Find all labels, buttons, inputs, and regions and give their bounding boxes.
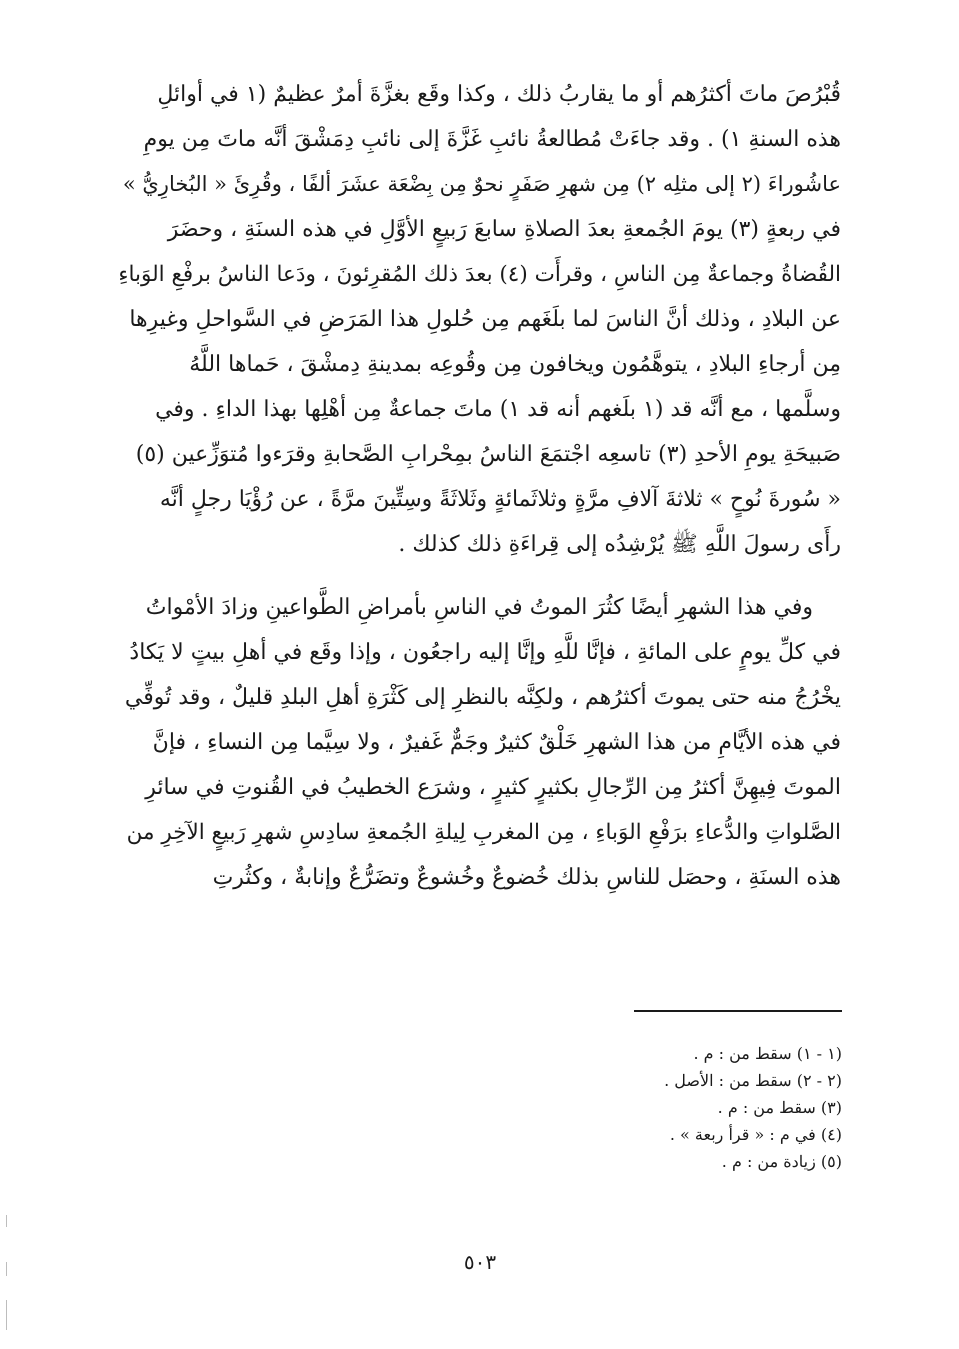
text-line: هذه السنةِ ١) . وقد جاءَتْ مُطالعةُ نائبِ غَزَّةَ إلى نائبِ دِمَشْقَ أنَّه ماتَ مِن يومِ: [143, 127, 841, 152]
page-number: ٥٠٣: [463, 1250, 497, 1274]
footnote: (١ - ١) سقط من : م .: [693, 1044, 842, 1063]
text-line: في كلِّ يومٍ على المائةِ ، فإنَّا للَّهِ وإنَّا إليه راجعُون ، وإذا وقَع في أهلِ بيتٍ لا يَكادُ: [129, 640, 841, 665]
text-line: يخْرُجُ منه حتى يموتَ أكثرُهم ، ولكِنَّه بالنظرِ إلى كَثْرَةِ أهلِ البلدِ قليلٌ ، وقد تُوفِّي: [124, 685, 841, 710]
left-margin-mark-bottom: [6, 1300, 7, 1330]
text-line: القُضاةُ وجماعةٌ مِن الناسِ ، وقرأَت (٤) بعدَ ذلك المُقرِئونَ ، ودَعا الناسُ برفْعِ الوَباءِ: [118, 262, 841, 287]
footnote: (٢ - ٢) سقط من : الأصل .: [664, 1071, 842, 1090]
text-line: وسلَّمها ، مع أنَّه قد (١ بلَغهم أنه قد ١) ماتَ جماعةٌ مِن أهْلِها بهذا الداءِ . وفي: [155, 397, 841, 422]
left-margin-mark-top: [6, 1215, 7, 1227]
text-line: عن البلادِ ، وذلك أنَّ الناسَ لما بلَغَهم مِن حُلولِ هذا المَرَضِ في السَّواحلِ وغيرِها: [129, 307, 841, 332]
text-line: هذه السنَةِ ، وحصَل للناسِ بذلك خُضوعٌ وخُشوعٌ وتضَرُّعٌ وإنابةٌ ، وكثُرتِ: [212, 865, 841, 890]
text-line: صَبيحَةِ يومِ الأحدِ (٣) تاسعِه اجْتمَعَ الناسُ بمِحْرابِ الصَّحابةِ وقرَءوا مُتوَزِّعين (٥): [135, 442, 841, 467]
text-line: الصَّلواتِ والدُّعاءِ برَفْعِ الوَباءِ ، مِن المغربِ لِيلةِ الجُمعةِ سادِسِ شهرِ رَبيعٍ الآخِرِ من: [126, 820, 841, 845]
main-text-block: [113, 72, 841, 900]
text-line: في ربعةٍ (٣) يومَ الجُمعةِ بعدَ الصلاةِ سابعَ رَبيعٍ الأوَّلِ في هذه السنَةِ ، وحضَرَ: [167, 217, 841, 242]
text-line: رأَى رسولَ اللَّهِ ﷺ يُرْشِدُه إلى قِراءَةِ ذلك كذلك .: [398, 532, 841, 557]
text-line: قُبْرُصَ ماتَ أكثرُهم أو ما يقاربُ ذلك ، وكذا وقَع بغزَّةَ أمرٌ عظيمٌ (١ في أوائلِ: [157, 82, 841, 107]
text-line: « سُورةَ نُوحٍ » ثلاثةَ آلافِ مرَّةٍ وثلاثَمائةٍ وثَلاثَةً وسِتِّينَ مرَّةً ، عن رُؤْيَا رجلٍ أنَّه: [159, 487, 841, 512]
footnote: (٤) في م : « قرأ ربعة » .: [669, 1125, 842, 1144]
footnote-separator: [634, 1010, 842, 1012]
text-line: وفي هذا الشهرِ أيضًا كثُرَ الموتُ في الناسِ بأمراضِ الطَّواعينِ وزادَ الأمْواتُ: [145, 595, 813, 620]
text-line: عاشُوراءَ (٢ إلى مثلِه ٢) مِن شهرِ صَفَرٍ نحوٌ مِن بِضْعَة عشَرَ ألفًا ، وقُرِئَ « البُخارِيُّ »: [122, 172, 841, 196]
footnote: (٣) سقط من : م .: [717, 1098, 842, 1117]
text-line: مِن أرجاءِ البلادِ ، يتوهَّمُون ويخافون مِن وقُوعِه بمدينةِ دِمشْقَ ، حَماها اللَّهُ: [189, 352, 841, 377]
text-line: في هذه الأيَّامِ من هذا الشهرِ خَلْقٌ كثيرٌ وجَمٌّ غَفيرٌ ، ولا سِيَّما مِن النساءِ ، فإنَّ: [152, 730, 841, 755]
footnote: (٥) زيادة من : م .: [721, 1152, 842, 1171]
text-line: الموتَ فِيهِنَّ أكثرُ مِن الرِّجالِ بكثيرٍ كثيرٍ ، وشرَع الخطيبُ في القُنوتِ في سائرِ: [145, 775, 841, 800]
paragraph-gap: [113, 567, 841, 585]
left-margin-mark-middle: [6, 1262, 7, 1276]
footnotes: [400, 1040, 842, 1175]
